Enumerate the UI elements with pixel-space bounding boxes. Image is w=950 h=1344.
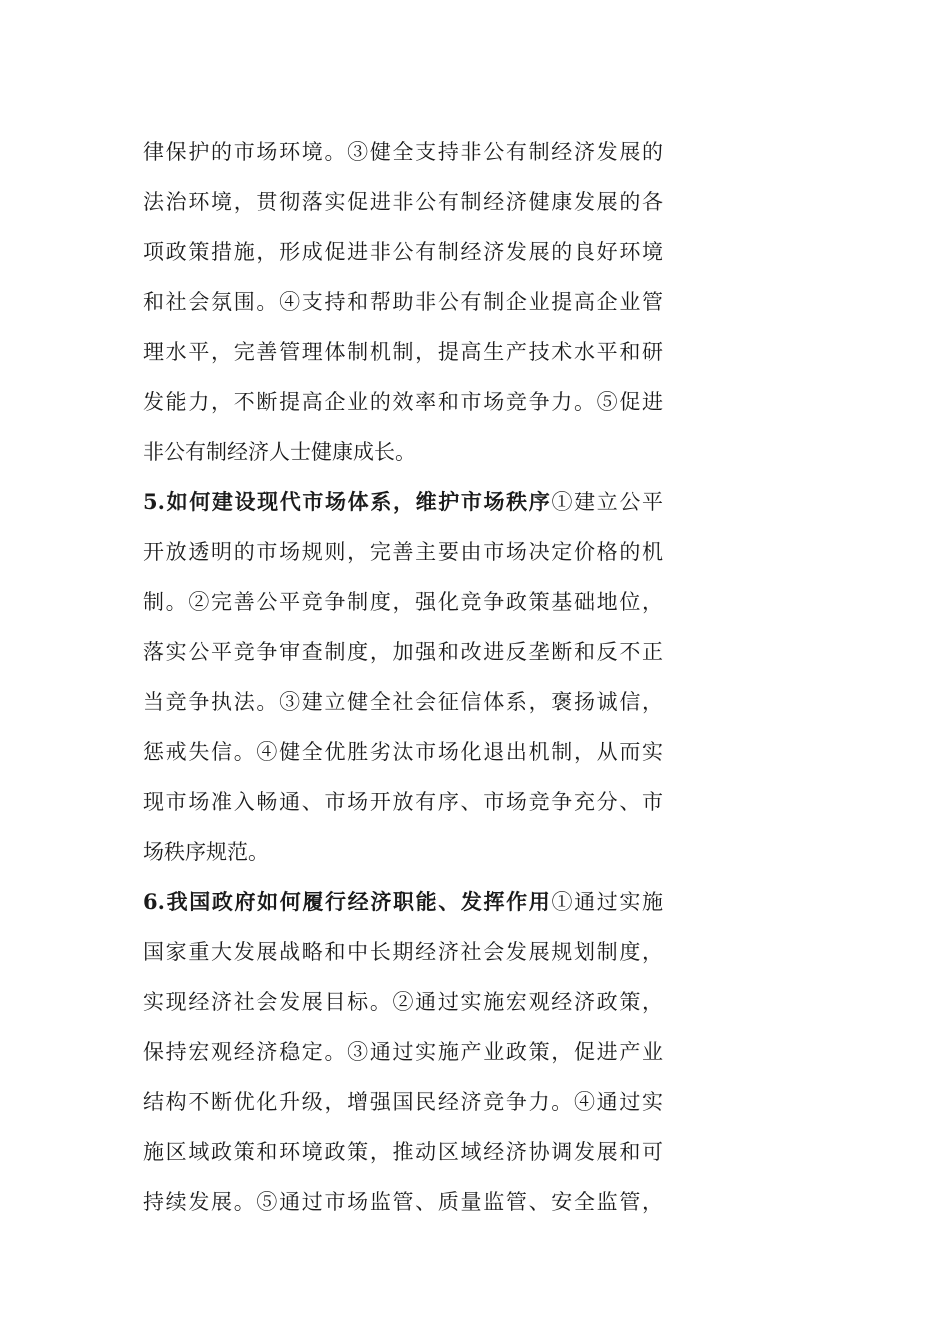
- paragraph-line: 当竞争执法。③建立健全社会征信体系，褒扬诚信，: [143, 690, 663, 714]
- paragraph-line: 制。②完善公平竞争制度，强化竞争政策基础地位，: [143, 590, 663, 614]
- paragraph-line: 结构不断优化升级，增强国民经济竞争力。④通过实: [143, 1090, 663, 1114]
- paragraph-line: 项政策措施，形成促进非公有制经济发展的良好环境: [143, 240, 663, 264]
- paragraph-line: 开放透明的市场规则，完善主要由市场决定价格的机: [143, 540, 663, 564]
- paragraph-line: 施区域政策和环境政策，推动区域经济协调发展和可: [143, 1140, 663, 1164]
- paragraph-line: 场秩序规范。: [143, 840, 269, 864]
- paragraph-line: 和社会氛围。④支持和帮助非公有制企业提高企业管: [143, 290, 663, 314]
- section-5-heading: 5.如何建设现代市场体系，维护市场秩序: [143, 489, 552, 514]
- section-6-first-line-text: ①通过实施: [551, 890, 663, 914]
- section-6-heading: 6.我国政府如何履行经济职能、发挥作用: [143, 889, 552, 914]
- paragraph-line: 现市场准入畅通、市场开放有序、市场竞争充分、市: [143, 790, 663, 814]
- section-6-first-line: [143, 877, 663, 927]
- document-body: [143, 127, 663, 1227]
- paragraph-line: 国家重大发展战略和中长期经济社会发展规划制度，: [143, 940, 663, 964]
- paragraph-line: 法治环境，贯彻落实促进非公有制经济健康发展的各: [143, 190, 663, 214]
- paragraph-line: 落实公平竞争审查制度，加强和改进反垄断和反不正: [143, 640, 663, 664]
- paragraph-line: 发能力，不断提高企业的效率和市场竞争力。⑤促进: [143, 390, 663, 414]
- section-5-first-line-text: ①建立公平: [551, 490, 663, 514]
- paragraph-line: 持续发展。⑤通过市场监管、质量监管、安全监管，: [143, 1190, 663, 1214]
- paragraph-line: 保持宏观经济稳定。③通过实施产业政策，促进产业: [143, 1040, 663, 1064]
- paragraph-line: 理水平，完善管理体制机制，提高生产技术水平和研: [143, 340, 663, 364]
- paragraph-line: 实现经济社会发展目标。②通过实施宏观经济政策，: [143, 990, 663, 1014]
- section-5-first-line: [143, 477, 663, 527]
- paragraph-line: 非公有制经济人士健康成长。: [143, 440, 416, 464]
- paragraph-line: 惩戒失信。④健全优胜劣汰市场化退出机制，从而实: [143, 740, 663, 764]
- paragraph-line: 律保护的市场环境。③健全支持非公有制经济发展的: [143, 140, 663, 164]
